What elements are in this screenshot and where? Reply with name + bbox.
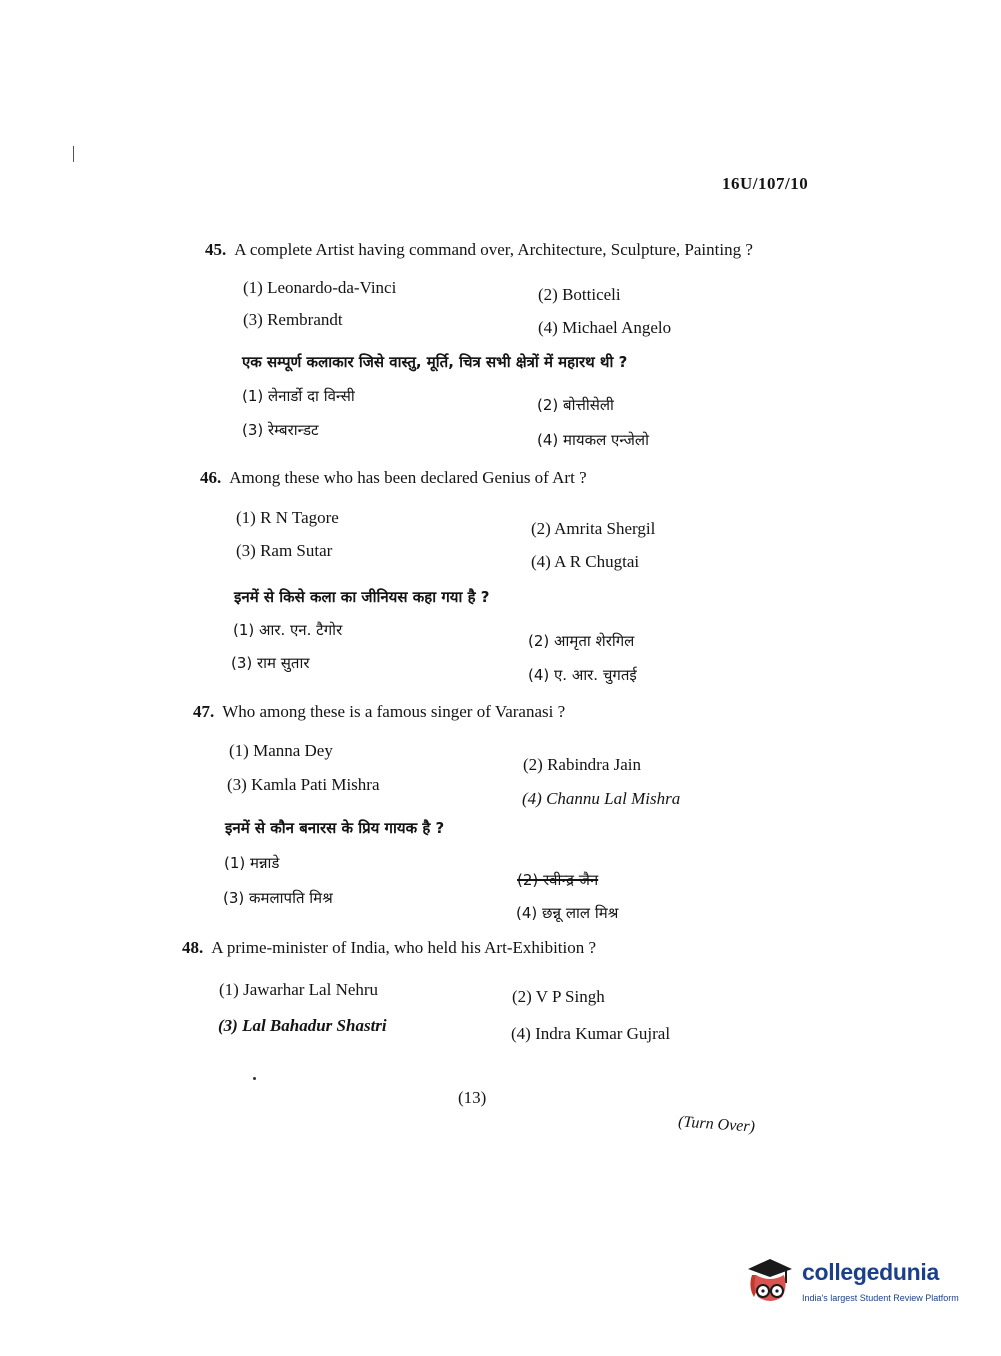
hindi-question-text: इनमें से किसे कला का जीनियस कहा गया है ? [234,588,490,606]
hindi-option: (4) ए. आर. चुगतई [528,666,637,684]
question-46 [200,468,587,488]
option: (1) R N Tagore [236,508,339,527]
hindi-option: (4) छन्नू लाल मिश्र [516,904,619,922]
struck-hindi-option: (2) रवीन्द्र जैन [517,871,599,889]
turn-over-note: (Turn Over) [677,1113,756,1136]
question-45 [205,240,753,260]
hindi-option: (3) रेम्बरान्डट [242,421,319,439]
question-text: Who among these is a famous singer of Varanasi ? [222,702,566,721]
option: (3) Ram Sutar [236,541,333,560]
option: (2) V P Singh [512,987,605,1006]
option: (3) Rembrandt [243,310,343,329]
stray-dot [253,1077,256,1080]
hindi-question-text: इनमें से कौन बनारस के प्रिय गायक है ? [225,819,445,837]
margin-mark [73,146,74,162]
option: (1) Manna Dey [229,741,333,760]
question-text: A complete Artist having command over, Architecture, Sculpture, Painting ? [234,240,753,259]
option: (2) Amrita Shergil [531,519,656,538]
question-number: 47. [193,702,215,721]
option: (4) Channu Lal Mishra [522,789,681,808]
question-47 [193,702,565,722]
hindi-option: (4) मायकल एन्जेलो [537,431,649,449]
question-text: Among these who has been declared Genius of Art ? [229,468,587,487]
page-number: (13) [458,1088,487,1107]
question-text: A prime-minister of India, who held his Art-Exhibition ? [211,938,597,957]
hindi-option: (2) बोत्तीसेली [537,396,614,414]
hindi-option: (1) मन्नाडे [224,854,280,872]
hindi-option: (1) लेनार्डो दा विन्सी [242,387,355,405]
option: (1) Jawarhar Lal Nehru [219,980,379,999]
option: (2) Rabindra Jain [523,755,642,774]
logo-name: collegedunia [802,1259,939,1285]
option: (3) Lal Bahadur Shastri [218,1016,387,1035]
hindi-option: (3) कमलापति मिश्र [223,889,333,907]
question-48 [182,938,596,958]
option: (3) Kamla Pati Mishra [227,775,380,794]
option: (1) Leonardo-da-Vinci [243,278,397,297]
option: (4) A R Chugtai [531,552,640,571]
option: (4) Michael Angelo [538,318,672,337]
question-number: 45. [205,240,227,259]
option: (2) Botticeli [538,285,621,304]
question-number: 48. [182,938,204,957]
collegedunia-logo [742,1253,972,1313]
hindi-option: (2) आमृता शेरगिल [528,632,635,650]
question-number: 46. [200,468,222,487]
hindi-option: (3) राम सुतार [231,654,310,672]
paper-code: 16U/107/10 [722,174,809,193]
option: (4) Indra Kumar Gujral [511,1024,671,1043]
mascot-icon [742,1253,798,1311]
hindi-option: (1) आर. एन. टैगोर [233,621,343,639]
hindi-question-text: एक सम्पूर्ण कलाकार जिसे वास्तु, मूर्ति, चित्र सभी क्षेत्रों में महारथ थी ? [242,353,628,371]
logo-tagline: India's largest Student Review Platform [802,1293,959,1303]
